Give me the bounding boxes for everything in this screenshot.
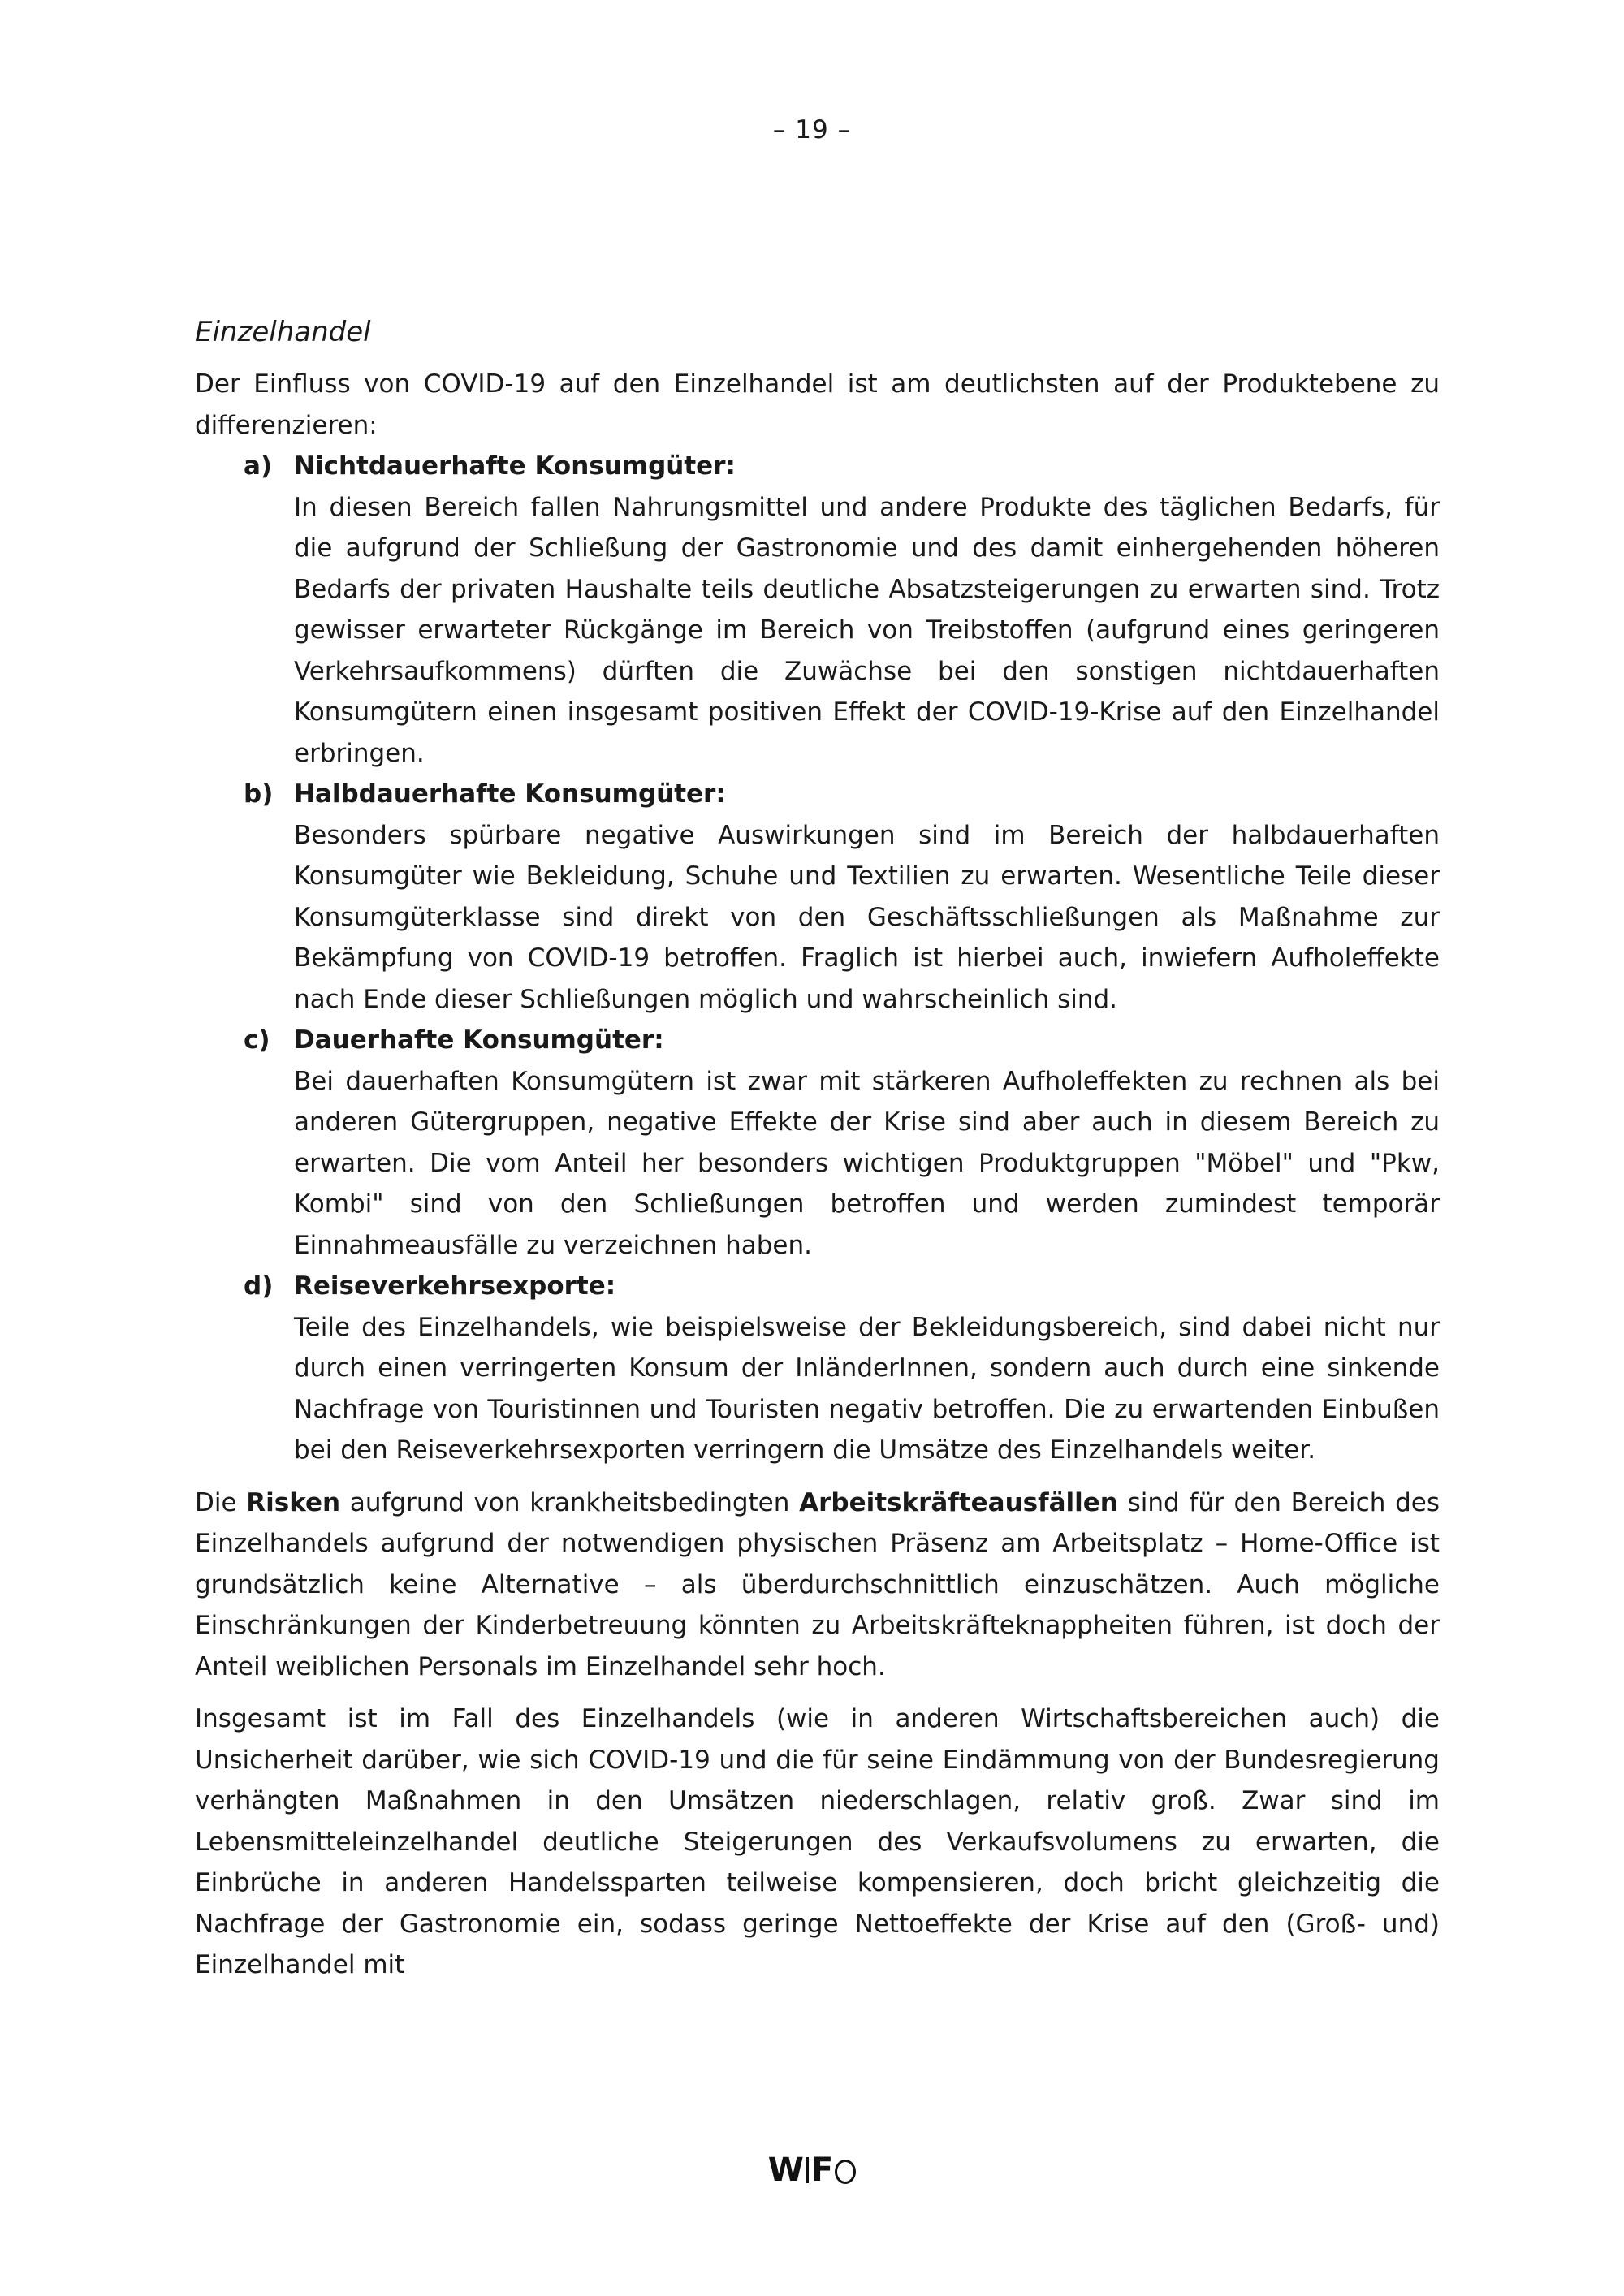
section-title: Einzelhandel	[195, 316, 371, 348]
list-item-letter: d)	[244, 1271, 274, 1301]
logo-ring-icon	[835, 2160, 856, 2184]
list-item-heading: Dauerhafte Konsumgüter:	[294, 1025, 664, 1055]
list-item-body: In diesen Bereich fallen Nahrungsmittel und andere Produkte des täglichen Bedarfs, für die aufgrund der Schließung der Gastronomie und des damit einhergehenden höheren Bedarfs der privaten Haushalte teils deutliche Absatzsteigerungen zu erwarten sind. Trotz gewisser erwarteter Rückgänge im Bereich von Treibstoffen (aufgrund eines geringeren Verkehrsaufkommens) dürften die Zuwächse bei den sonstigen nichtdauerhaften Konsumgütern einen insgesamt positiven Effekt der COVID-19-Krise auf den Einzelhandel erbringen.	[294, 492, 1440, 768]
page-number: – 19 –	[772, 115, 852, 145]
list-item-letter: c)	[244, 1025, 270, 1055]
list-item-heading: Nichtdauerhafte Konsumgüter:	[294, 451, 736, 481]
risks-text-3: sind für den Bereich des Einzelhandels aufgrund der notwendigen physischen Präsenz am Arbeitsplatz – Home-Office ist grundsätzlich keine Alternative – als überdurchschnittlich einzuschätzen. Auch mögliche Einschränkungen der Kinderbetreuung könnten zu Arbeitskräfteknappheiten führen, ist doch der Anteil weiblichen Personals im Einzelhandel sehr hoch.	[195, 1487, 1440, 1681]
list-item-letter: a)	[244, 451, 273, 481]
list-item-body: Besonders spürbare negative Auswirkungen sind im Bereich der halbdauerhaften Konsumgüter wie Bekleidung, Schuhe und Textilien zu erwarten. Wesentliche Teile dieser Konsumgüterklasse sind direkt von den Geschäftsschließungen als Maßnahme zur Bekämpfung von COVID-19 betroffen. Fraglich ist hierbei auch, inwiefern Aufholeffekte nach Ende dieser Schließungen möglich und wahrscheinlich sind.	[294, 820, 1440, 1014]
risks-paragraph	[195, 1482, 1440, 1688]
list-item-heading: Reiseverkehrsexporte:	[294, 1271, 616, 1301]
intro-paragraph: Der Einfluss von COVID-19 auf den Einzelhandel ist am deutlichsten auf der Produktebene zu differenzieren:	[195, 369, 1440, 440]
risks-bold-1: Risken	[246, 1487, 341, 1517]
list-item	[195, 446, 1440, 774]
list-item-heading: Halbdauerhafte Konsumgüter:	[294, 779, 726, 809]
logo-letter-f: F	[810, 2151, 834, 2189]
risks-bold-2: Arbeitskräfteausfällen	[799, 1487, 1118, 1517]
logo-letter-w: W	[767, 2151, 804, 2189]
logo-bar	[806, 2157, 809, 2183]
list-item-body: Bei dauerhaften Konsumgütern ist zwar mit stärkeren Aufholeffekten zu rechnen als bei anderen Gütergruppen, negative Effekte der Krise sind aber auch in diesem Bereich zu erwarten. Die vom Anteil her besonders wichtigen Produktgruppen "Möbel" und "Pkw, Kombi" sind von den Schließungen betroffen und werden zumindest temporär Einnahmeausfälle zu verzeichnen haben.	[294, 1066, 1440, 1260]
closing-paragraph: Insgesamt ist im Fall des Einzelhandels (wie in anderen Wirtschaftsbereichen auch) die Unsicherheit darüber, wie sich COVID-19 und die für seine Eindämmung von der Bundesregierung verhängten Maßnahmen in den Umsätzen niederschlagen, relativ groß. Zwar sind im Lebensmitteleinzelhandel deutliche Steigerungen des Verkaufsvolumens zu erwarten, die Einbrüche in anderen Handelssparten teilweise kompensieren, doch bricht gleichzeitig die Nachfrage der Gastronomie ein, sodass geringe Nettoeffekte der Krise auf den (Groß- und) Einzelhandel mit	[195, 1704, 1440, 1979]
page-content	[195, 310, 1440, 1986]
list-item-letter: b)	[244, 779, 274, 809]
product-level-list	[195, 446, 1440, 1471]
list-item-body: Teile des Einzelhandels, wie beispielsweise der Bekleidungsbereich, sind dabei nicht nur durch einen verringerten Konsum der InländerInnen, sondern auch durch eine sinkende Nachfrage von Touristinnen und Touristen negativ betroffen. Die zu erwartenden Einbußen bei den Reiseverkehrsexporten verringern die Umsätze des Einzelhandels weiter.	[294, 1312, 1440, 1465]
risks-text-1: Die	[195, 1487, 247, 1517]
list-item	[195, 774, 1440, 1020]
risks-text-2: aufgrund von krankheitsbedingten	[340, 1487, 800, 1517]
list-item	[195, 1266, 1440, 1471]
wifo-logo	[0, 2151, 1624, 2189]
list-item	[195, 1020, 1440, 1266]
